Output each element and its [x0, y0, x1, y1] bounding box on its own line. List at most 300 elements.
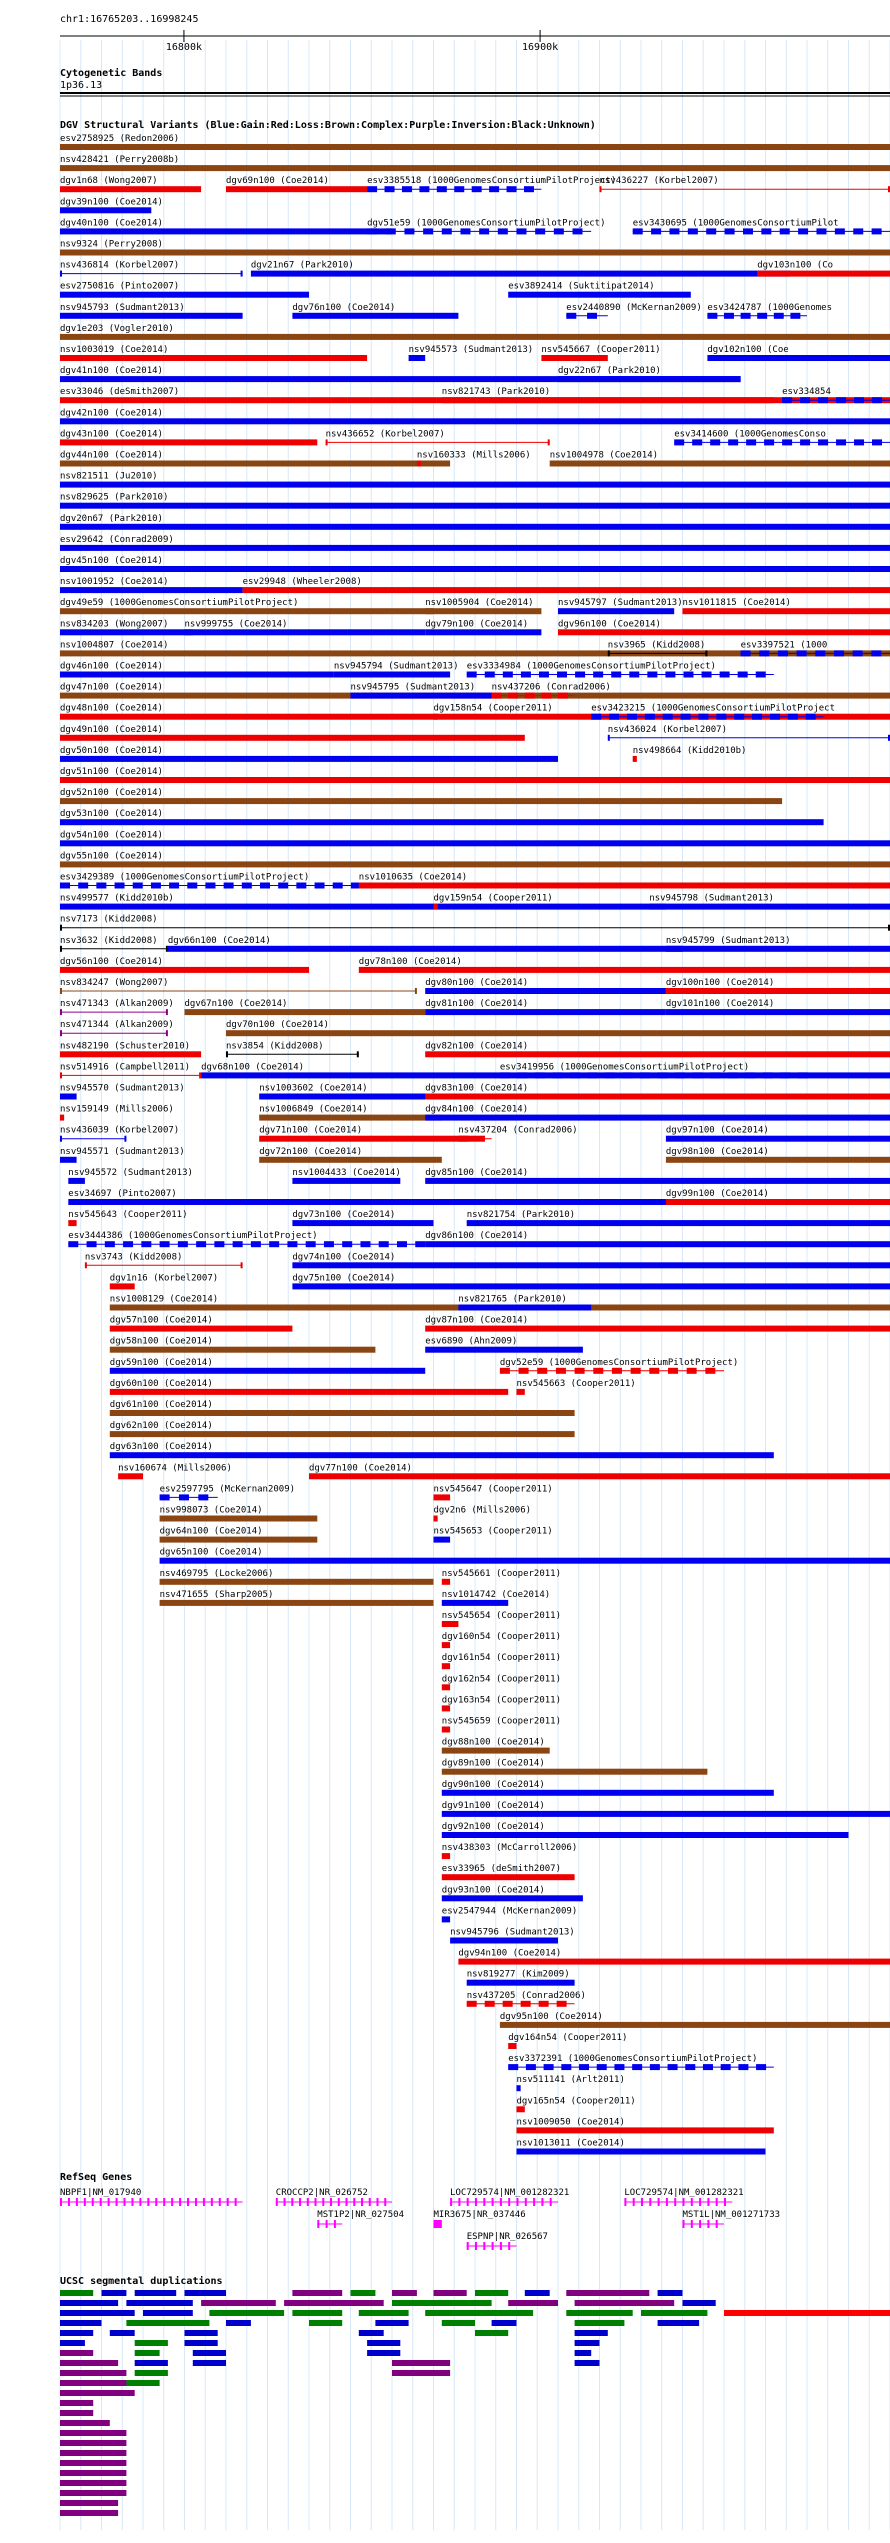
- structural-variant-feature[interactable]: [367, 218, 605, 234]
- segmental-duplication-bar[interactable]: [309, 2320, 342, 2326]
- variant-bar[interactable]: [110, 1452, 774, 1458]
- variant-bar[interactable]: [110, 1326, 293, 1332]
- structural-variant-feature[interactable]: [425, 619, 541, 635]
- structural-variant-feature[interactable]: [666, 1126, 890, 1142]
- variant-bar[interactable]: [633, 756, 637, 762]
- segmental-duplication-bar[interactable]: [475, 2290, 508, 2296]
- variant-bar[interactable]: [60, 1051, 201, 1057]
- structural-variant-feature[interactable]: [251, 261, 791, 277]
- variant-bar[interactable]: [226, 186, 367, 192]
- segmental-duplication-bar[interactable]: [575, 2330, 608, 2336]
- segmental-duplication-bar[interactable]: [60, 2320, 102, 2326]
- variant-bar[interactable]: [425, 1009, 666, 1015]
- structural-variant-feature[interactable]: [160, 1506, 318, 1522]
- structural-variant-feature[interactable]: [425, 978, 666, 994]
- structural-variant-feature[interactable]: [60, 788, 782, 804]
- structural-variant-feature[interactable]: [517, 2075, 625, 2091]
- structural-variant-feature[interactable]: [359, 957, 890, 973]
- variant-bar[interactable]: [442, 1600, 508, 1606]
- structural-variant-feature[interactable]: [467, 662, 774, 678]
- variant-bar[interactable]: [292, 1220, 433, 1226]
- segmental-duplication-bar[interactable]: [60, 2370, 126, 2376]
- variant-bar[interactable]: [666, 946, 683, 952]
- variant-bar[interactable]: [60, 250, 890, 256]
- variant-bar[interactable]: [60, 461, 450, 467]
- variant-bar[interactable]: [160, 1516, 318, 1522]
- variant-bar[interactable]: [425, 1115, 890, 1121]
- structural-variant-feature[interactable]: [351, 683, 492, 699]
- variant-bar[interactable]: [517, 1389, 525, 1395]
- variant-bar[interactable]: [442, 1684, 450, 1690]
- structural-variant-feature[interactable]: [60, 662, 334, 678]
- structural-variant-feature[interactable]: [110, 1400, 575, 1416]
- variant-bar[interactable]: [160, 1537, 318, 1543]
- structural-variant-feature[interactable]: [60, 176, 201, 192]
- variant-bar[interactable]: [60, 756, 558, 762]
- variant-bar[interactable]: [185, 629, 426, 635]
- structural-variant-feature[interactable]: [60, 936, 168, 952]
- variant-bar[interactable]: [517, 2106, 525, 2112]
- segmental-duplication-bar[interactable]: [575, 2320, 625, 2326]
- structural-variant-feature[interactable]: [110, 1442, 774, 1458]
- variant-bar[interactable]: [60, 545, 890, 551]
- structural-variant-feature[interactable]: [425, 1168, 890, 1184]
- structural-variant-feature[interactable]: [60, 261, 243, 277]
- variant-bar[interactable]: [434, 1494, 451, 1500]
- segmental-duplication-bar[interactable]: [375, 2320, 408, 2326]
- structural-variant-feature[interactable]: [409, 345, 534, 361]
- variant-bar[interactable]: [292, 1262, 890, 1268]
- structural-variant-feature[interactable]: [517, 1379, 636, 1395]
- variant-bar[interactable]: [517, 2127, 774, 2133]
- structural-variant-feature[interactable]: [60, 303, 243, 319]
- structural-variant-feature[interactable]: [500, 2012, 890, 2028]
- variant-bar[interactable]: [60, 608, 434, 614]
- segmental-duplication-bar[interactable]: [60, 2510, 118, 2516]
- segmental-duplication-bar[interactable]: [226, 2320, 251, 2326]
- structural-variant-feature[interactable]: [633, 746, 747, 762]
- variant-bar[interactable]: [550, 461, 890, 467]
- segmental-duplication-bar[interactable]: [126, 2380, 159, 2386]
- structural-variant-feature[interactable]: [434, 1527, 553, 1543]
- structural-variant-feature[interactable]: [442, 1822, 849, 1838]
- structural-variant-feature[interactable]: [458, 1949, 890, 1965]
- variant-bar[interactable]: [185, 1009, 426, 1015]
- variant-bar[interactable]: [68, 1178, 85, 1184]
- structural-variant-feature[interactable]: [110, 1316, 293, 1332]
- structural-variant-feature[interactable]: [292, 1273, 890, 1289]
- segmental-duplication-bar[interactable]: [60, 2360, 118, 2366]
- variant-bar[interactable]: [425, 1326, 890, 1332]
- variant-bar[interactable]: [450, 1938, 558, 1944]
- structural-variant-feature[interactable]: [226, 1041, 359, 1057]
- segmental-duplication-bar[interactable]: [60, 2350, 93, 2356]
- structural-variant-feature[interactable]: [666, 978, 890, 994]
- structural-variant-feature[interactable]: [500, 1358, 738, 1374]
- variant-bar[interactable]: [160, 1600, 434, 1606]
- variant-bar[interactable]: [434, 1516, 438, 1522]
- variant-bar[interactable]: [442, 1874, 575, 1880]
- structural-variant-feature[interactable]: [442, 1906, 577, 1922]
- refseq-gene[interactable]: [60, 2188, 243, 2206]
- variant-bar[interactable]: [118, 1473, 143, 1479]
- segmental-duplication-bar[interactable]: [110, 2330, 135, 2336]
- variant-bar[interactable]: [666, 988, 890, 994]
- segmental-duplication-bar[interactable]: [102, 2290, 127, 2296]
- segmental-duplication-bar[interactable]: [683, 2300, 716, 2306]
- variant-bar[interactable]: [458, 1305, 591, 1311]
- variant-bar[interactable]: [60, 292, 309, 298]
- variant-bar[interactable]: [425, 629, 541, 635]
- segmental-duplication-bar[interactable]: [284, 2300, 384, 2306]
- segmental-duplication-bar[interactable]: [566, 2290, 649, 2296]
- variant-bar[interactable]: [442, 397, 774, 403]
- segmental-duplication-bar[interactable]: [135, 2290, 177, 2296]
- segmental-duplication-bar[interactable]: [392, 2290, 417, 2296]
- structural-variant-feature[interactable]: [442, 1738, 550, 1754]
- variant-bar[interactable]: [60, 418, 890, 424]
- segmental-duplication-bar[interactable]: [60, 2390, 135, 2396]
- structural-variant-feature[interactable]: [160, 1484, 295, 1500]
- structural-variant-feature[interactable]: [707, 345, 890, 361]
- structural-variant-feature[interactable]: [458, 1126, 577, 1142]
- variant-bar[interactable]: [442, 1769, 708, 1775]
- structural-variant-feature[interactable]: [60, 809, 824, 825]
- segmental-duplication-bar[interactable]: [193, 2350, 226, 2356]
- variant-bar[interactable]: [60, 439, 317, 445]
- variant-bar[interactable]: [666, 1136, 890, 1142]
- variant-bar[interactable]: [60, 1094, 77, 1100]
- structural-variant-feature[interactable]: [558, 598, 683, 614]
- variant-bar[interactable]: [425, 1094, 890, 1100]
- variant-bar[interactable]: [110, 1389, 508, 1395]
- segmental-duplication-bar[interactable]: [575, 2340, 600, 2346]
- segmental-duplication-bar[interactable]: [201, 2300, 276, 2306]
- variant-bar[interactable]: [434, 1537, 451, 1543]
- structural-variant-feature[interactable]: [60, 1105, 174, 1121]
- variant-bar[interactable]: [60, 798, 782, 804]
- structural-variant-feature[interactable]: [60, 999, 174, 1015]
- segmental-duplication-bar[interactable]: [185, 2330, 218, 2336]
- structural-variant-feature[interactable]: [450, 1928, 575, 1944]
- segmental-duplication-bar[interactable]: [475, 2330, 508, 2336]
- variant-bar[interactable]: [458, 1959, 890, 1965]
- structural-variant-feature[interactable]: [467, 1991, 586, 2007]
- variant-bar[interactable]: [259, 1094, 442, 1100]
- variant-bar[interactable]: [259, 1115, 442, 1121]
- variant-bar[interactable]: [508, 2043, 516, 2049]
- structural-variant-feature[interactable]: [757, 261, 890, 277]
- segmental-duplication-bar[interactable]: [135, 2360, 168, 2366]
- segmental-duplication-bar[interactable]: [508, 2300, 558, 2306]
- variant-bar[interactable]: [442, 1895, 583, 1901]
- structural-variant-feature[interactable]: [442, 1611, 561, 1627]
- structural-variant-feature[interactable]: [292, 1168, 400, 1184]
- variant-bar[interactable]: [60, 840, 890, 846]
- structural-variant-feature[interactable]: [508, 282, 691, 298]
- variant-bar[interactable]: [60, 524, 890, 530]
- structural-variant-feature[interactable]: [259, 1084, 442, 1100]
- segmental-duplication-bar[interactable]: [292, 2310, 342, 2316]
- variant-bar[interactable]: [442, 1621, 459, 1627]
- structural-variant-feature[interactable]: [68, 1210, 187, 1226]
- variant-bar[interactable]: [226, 1030, 890, 1036]
- segmental-duplication-bar[interactable]: [359, 2330, 384, 2336]
- variant-bar[interactable]: [666, 1157, 890, 1163]
- segmental-duplication-bar[interactable]: [566, 2310, 632, 2316]
- variant-bar[interactable]: [351, 693, 492, 699]
- structural-variant-feature[interactable]: [550, 451, 890, 467]
- variant-bar[interactable]: [60, 629, 193, 635]
- structural-variant-feature[interactable]: [68, 1231, 433, 1247]
- variant-bar[interactable]: [442, 1790, 774, 1796]
- variant-bar[interactable]: [292, 1283, 890, 1289]
- variant-bar[interactable]: [707, 355, 890, 361]
- variant-bar[interactable]: [409, 355, 426, 361]
- variant-bar[interactable]: [60, 186, 201, 192]
- variant-bar[interactable]: [60, 904, 890, 910]
- variant-bar[interactable]: [425, 1051, 890, 1057]
- structural-variant-feature[interactable]: [683, 598, 890, 614]
- segmental-duplication-bar[interactable]: [292, 2290, 342, 2296]
- segmental-duplication-bar[interactable]: [525, 2290, 550, 2296]
- structural-variant-feature[interactable]: [442, 1674, 561, 1690]
- variant-bar[interactable]: [60, 503, 890, 509]
- structural-variant-feature[interactable]: [60, 1020, 174, 1036]
- structural-variant-feature[interactable]: [60, 598, 434, 614]
- variant-bar[interactable]: [442, 1916, 450, 1922]
- variant-bar[interactable]: [60, 313, 243, 319]
- variant-bar[interactable]: [309, 1473, 890, 1479]
- variant-bar[interactable]: [425, 1347, 583, 1353]
- structural-variant-feature[interactable]: [508, 2033, 627, 2049]
- structural-variant-feature[interactable]: [185, 619, 426, 635]
- structural-variant-feature[interactable]: [60, 429, 317, 445]
- segmental-duplication-bar[interactable]: [135, 2370, 168, 2376]
- variant-bar[interactable]: [442, 1663, 450, 1669]
- refseq-gene[interactable]: [467, 2232, 548, 2250]
- structural-variant-feature[interactable]: [442, 1864, 575, 1880]
- segmental-duplication-bar[interactable]: [392, 2370, 450, 2376]
- variant-bar[interactable]: [425, 1241, 890, 1247]
- structural-variant-feature[interactable]: [60, 577, 243, 593]
- variant-bar[interactable]: [683, 608, 890, 614]
- variant-bar[interactable]: [359, 883, 890, 889]
- segmental-duplication-bar[interactable]: [60, 2470, 126, 2476]
- segmental-duplication-bar[interactable]: [60, 2460, 126, 2466]
- variant-bar[interactable]: [259, 1136, 475, 1142]
- variant-bar[interactable]: [434, 714, 438, 720]
- variant-bar[interactable]: [60, 482, 890, 488]
- structural-variant-feature[interactable]: [359, 873, 890, 889]
- structural-variant-feature[interactable]: [110, 1421, 575, 1437]
- variant-bar[interactable]: [558, 608, 674, 614]
- refseq-gene[interactable]: [317, 2210, 404, 2228]
- segmental-duplication-bar[interactable]: [60, 2420, 110, 2426]
- structural-variant-feature[interactable]: [60, 978, 417, 994]
- segmental-duplication-bar[interactable]: [60, 2300, 118, 2306]
- segmental-duplication-bar[interactable]: [60, 2340, 85, 2346]
- segmental-duplication-bar[interactable]: [143, 2310, 193, 2316]
- variant-bar[interactable]: [60, 228, 392, 234]
- variant-bar[interactable]: [60, 735, 525, 741]
- segmental-duplication-bar[interactable]: [575, 2360, 600, 2366]
- variant-bar[interactable]: [425, 988, 666, 994]
- variant-bar[interactable]: [60, 819, 824, 825]
- variant-bar[interactable]: [60, 1115, 64, 1121]
- variant-bar[interactable]: [68, 1220, 76, 1226]
- variant-bar[interactable]: [60, 1157, 77, 1163]
- structural-variant-feature[interactable]: [633, 218, 890, 234]
- structural-variant-feature[interactable]: [508, 2054, 774, 2070]
- structural-variant-feature[interactable]: [425, 1316, 890, 1332]
- structural-variant-feature[interactable]: [185, 999, 426, 1015]
- variant-bar[interactable]: [334, 672, 450, 678]
- variant-bar[interactable]: [417, 461, 421, 467]
- structural-variant-feature[interactable]: [666, 1189, 890, 1205]
- variant-bar[interactable]: [649, 904, 666, 910]
- structural-variant-feature[interactable]: [259, 1147, 442, 1163]
- variant-bar[interactable]: [60, 967, 309, 973]
- variant-bar[interactable]: [110, 1431, 575, 1437]
- structural-variant-feature[interactable]: [458, 1295, 591, 1311]
- variant-bar[interactable]: [666, 1009, 890, 1015]
- variant-bar[interactable]: [517, 2149, 766, 2155]
- structural-variant-feature[interactable]: [442, 1759, 708, 1775]
- structural-variant-feature[interactable]: [226, 176, 367, 192]
- segmental-duplication-bar[interactable]: [575, 2300, 675, 2306]
- variant-bar[interactable]: [425, 1178, 890, 1184]
- segmental-duplication-bar[interactable]: [60, 2410, 93, 2416]
- structural-variant-feature[interactable]: [425, 999, 666, 1015]
- segmental-duplication-bar[interactable]: [351, 2290, 376, 2296]
- structural-variant-feature[interactable]: [666, 999, 890, 1015]
- segmental-duplication-bar[interactable]: [135, 2340, 168, 2346]
- variant-bar[interactable]: [442, 1811, 890, 1817]
- segmental-duplication-bar[interactable]: [60, 2500, 118, 2506]
- structural-variant-feature[interactable]: [517, 2117, 774, 2133]
- structural-variant-feature[interactable]: [442, 1653, 561, 1669]
- segmental-duplication-bar[interactable]: [185, 2290, 227, 2296]
- variant-bar[interactable]: [541, 355, 607, 361]
- variant-bar[interactable]: [558, 376, 741, 382]
- structural-variant-feature[interactable]: [60, 1126, 179, 1142]
- segmental-duplication-bar[interactable]: [434, 2290, 467, 2296]
- variant-bar[interactable]: [110, 1347, 376, 1353]
- structural-variant-feature[interactable]: [425, 1084, 890, 1100]
- segmental-duplication-bar[interactable]: [60, 2310, 135, 2316]
- segmental-duplication-bar[interactable]: [392, 2300, 492, 2306]
- segmental-duplication-bar[interactable]: [60, 2430, 126, 2436]
- structural-variant-feature[interactable]: [666, 1147, 890, 1163]
- segmental-duplication-bar[interactable]: [492, 2320, 517, 2326]
- variant-bar[interactable]: [558, 629, 890, 635]
- variant-bar[interactable]: [60, 355, 367, 361]
- variant-bar[interactable]: [292, 1178, 400, 1184]
- structural-variant-feature[interactable]: [60, 345, 367, 361]
- structural-variant-feature[interactable]: [259, 1126, 475, 1142]
- structural-variant-feature[interactable]: [425, 1231, 890, 1247]
- variant-bar[interactable]: [467, 1980, 575, 1986]
- structural-variant-feature[interactable]: [674, 429, 890, 445]
- refseq-gene[interactable]: [276, 2188, 392, 2206]
- structural-variant-feature[interactable]: [467, 1970, 575, 1986]
- structural-variant-feature[interactable]: [60, 725, 525, 741]
- structural-variant-feature[interactable]: [425, 1337, 583, 1353]
- segmental-duplication-bar[interactable]: [60, 2400, 93, 2406]
- variant-bar[interactable]: [60, 861, 890, 867]
- structural-variant-feature[interactable]: [442, 1843, 577, 1859]
- variant-bar[interactable]: [110, 1283, 135, 1289]
- segmental-duplication-bar[interactable]: [359, 2310, 409, 2316]
- segmental-duplication-bar[interactable]: [60, 2490, 126, 2496]
- structural-variant-feature[interactable]: [442, 1885, 583, 1901]
- variant-bar[interactable]: [168, 946, 890, 952]
- structural-variant-feature[interactable]: [442, 1632, 561, 1648]
- structural-variant-feature[interactable]: [566, 303, 701, 319]
- segmental-duplication-bar[interactable]: [658, 2290, 683, 2296]
- variant-bar[interactable]: [160, 1558, 890, 1564]
- segmental-duplication-bar[interactable]: [60, 2440, 126, 2446]
- variant-bar[interactable]: [60, 165, 890, 171]
- variant-bar[interactable]: [467, 1220, 890, 1226]
- structural-variant-feature[interactable]: [541, 345, 660, 361]
- segmental-duplication-bar[interactable]: [641, 2310, 707, 2316]
- segmental-duplication-bar[interactable]: [367, 2350, 400, 2356]
- variant-bar[interactable]: [60, 672, 334, 678]
- variant-bar[interactable]: [425, 608, 541, 614]
- segmental-duplication-bar[interactable]: [392, 2360, 450, 2366]
- structural-variant-feature[interactable]: [110, 1337, 376, 1353]
- segmental-duplication-bar[interactable]: [658, 2320, 700, 2326]
- structural-variant-feature[interactable]: [334, 662, 459, 678]
- structural-variant-feature[interactable]: [608, 725, 890, 741]
- structural-variant-feature[interactable]: [292, 1252, 890, 1268]
- variant-bar[interactable]: [434, 904, 438, 910]
- structural-variant-feature[interactable]: [243, 577, 890, 593]
- variant-bar[interactable]: [442, 1748, 550, 1754]
- variant-bar[interactable]: [359, 967, 890, 973]
- refseq-gene[interactable]: [624, 2188, 743, 2206]
- segmental-duplication-bar[interactable]: [60, 2330, 93, 2336]
- segmental-duplication-bar[interactable]: [60, 2450, 126, 2456]
- variant-bar[interactable]: [442, 1579, 450, 1585]
- structural-variant-feature[interactable]: [442, 1695, 561, 1711]
- segmental-duplication-bar[interactable]: [367, 2340, 400, 2346]
- structural-variant-feature[interactable]: [467, 1210, 890, 1226]
- structural-variant-feature[interactable]: [442, 1801, 890, 1817]
- variant-bar[interactable]: [442, 1705, 450, 1711]
- structural-variant-feature[interactable]: [118, 1463, 232, 1479]
- segmental-duplication-bar[interactable]: [60, 2480, 126, 2486]
- structural-variant-feature[interactable]: [425, 1105, 890, 1121]
- segmental-duplication-bar[interactable]: [575, 2350, 592, 2356]
- variant-bar[interactable]: [517, 2085, 521, 2091]
- refseq-gene[interactable]: [450, 2188, 569, 2206]
- structural-variant-feature[interactable]: [68, 1168, 193, 1184]
- variant-bar[interactable]: [60, 334, 890, 340]
- variant-bar[interactable]: [60, 207, 151, 213]
- structural-variant-feature[interactable]: [425, 1041, 890, 1057]
- structural-variant-feature[interactable]: [442, 1590, 550, 1606]
- structural-variant-feature[interactable]: [60, 619, 193, 635]
- segmental-duplication-bar[interactable]: [724, 2310, 890, 2316]
- structural-variant-feature[interactable]: [707, 303, 832, 319]
- variant-bar[interactable]: [60, 587, 243, 593]
- segmental-duplication-bar[interactable]: [60, 2380, 135, 2386]
- segmental-duplication-bar[interactable]: [126, 2300, 192, 2306]
- variant-bar[interactable]: [442, 1727, 450, 1733]
